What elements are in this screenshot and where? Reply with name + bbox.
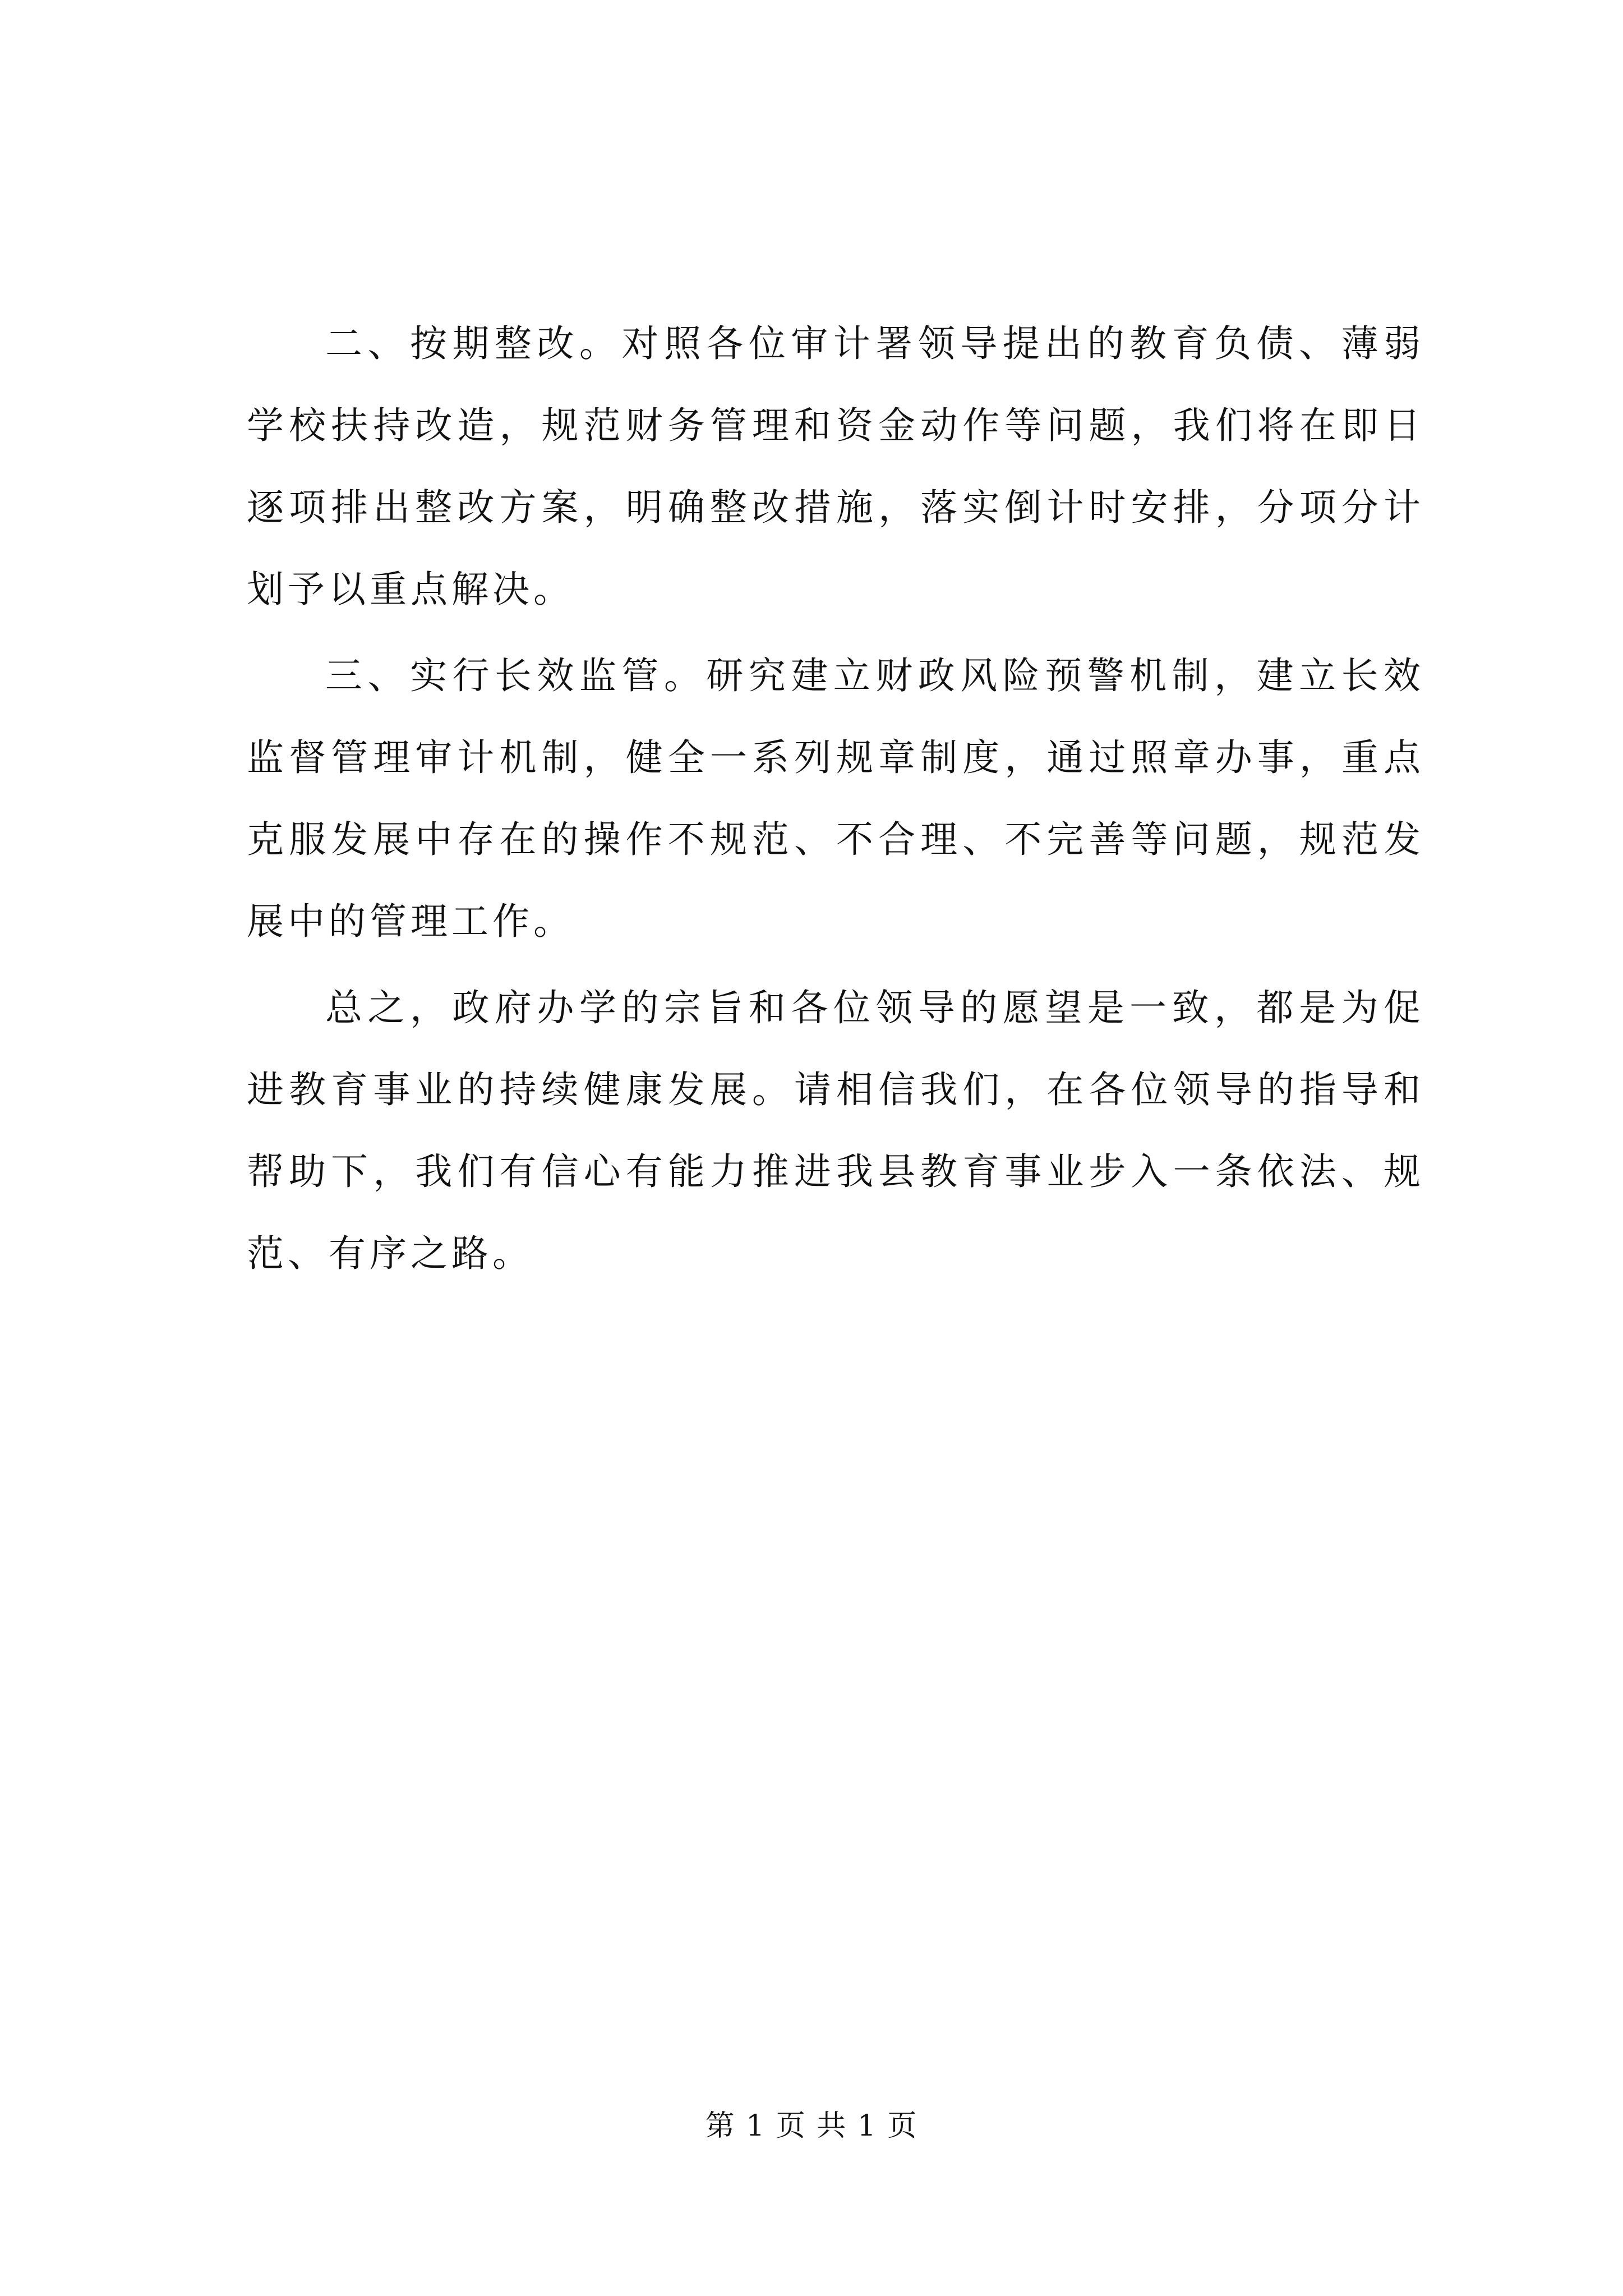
paragraph-conclusion: 总之，政府办学的宗旨和各位领导的愿望是一致，都是为促进教育事业的持续健康发展。请相信我们，在各位领导的指导和帮助下，我们有信心有能力推进我县教育事业步入一条依法、规范、有序之路。: [247, 986, 1424, 1275]
paragraph-long-term-supervision: 三、实行长效监管。研究建立财政风险预警机制，建立长效监督管理审计机制，健全一系列规章制度，通过照章办事，重点克服发展中存在的操作不规范、不合理、不完善等问题，规范发展中的管理工作。: [247, 654, 1424, 943]
paragraph-rectification: 二、按期整改。对照各位审计署领导提出的教育负债、薄弱学校扶持改造，规范财务管理和资金动作等问题，我们将在即日逐项排出整改方案，明确整改措施，落实倒计时安排，分项分计划予以重点解决。: [247, 322, 1424, 611]
page-footer: 第 1 页 共 1 页: [705, 2109, 918, 2143]
document-body: [247, 303, 1424, 1299]
